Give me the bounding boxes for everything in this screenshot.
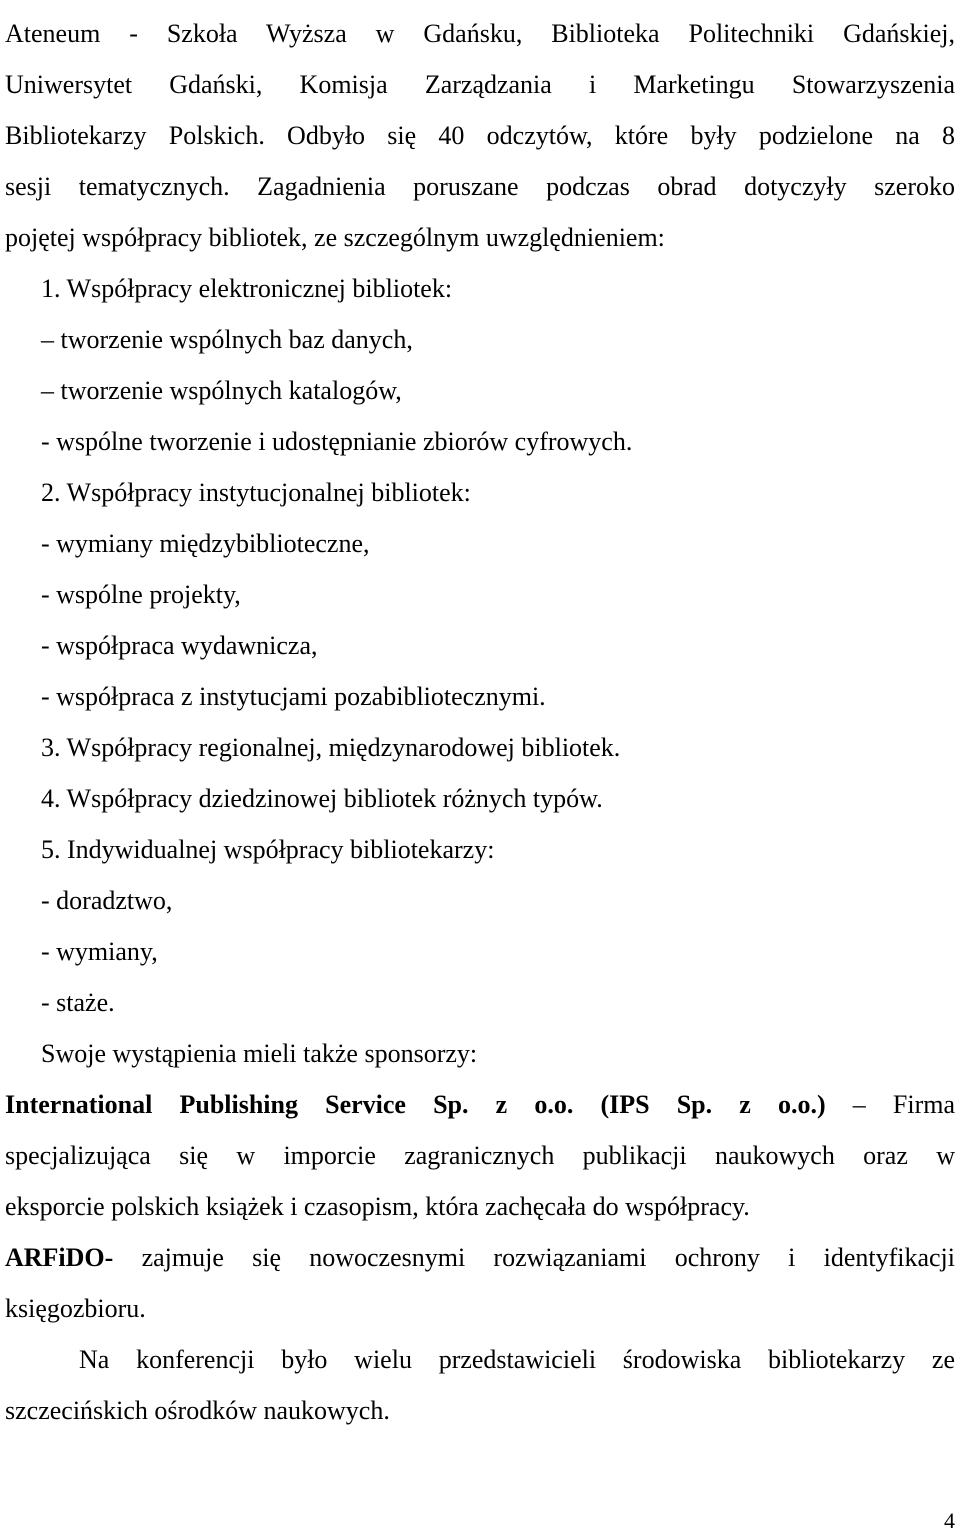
paragraph-line: szczecińskich ośrodków naukowych.: [5, 1396, 390, 1425]
sponsors-intro: Swoje wystąpienia mieli także sponsorzy:: [41, 1039, 478, 1068]
list-item-heading: 2. Współpracy instytucjonalnej bibliotek:: [41, 478, 471, 507]
list-subitem: - wspólne projekty,: [41, 580, 241, 609]
sponsor-arfido-name: ARFiDO-: [5, 1243, 114, 1272]
sponsor-arfido-desc: zajmuje się nowoczesnymi rozwiązaniami ochrony i identyfikacji: [141, 1243, 956, 1272]
paragraph-line: sesji tematycznych. Zagadnienia poruszane podczas obrad dotyczyły szeroko: [5, 172, 955, 201]
list-item-heading: 5. Indywidualnej współpracy bibliotekarzy:: [41, 835, 495, 864]
paragraph-line: eksporcie polskich książek i czasopism, która zachęcała do współpracy.: [5, 1192, 750, 1221]
document-page: [5, 8, 955, 1436]
page-number: 4: [944, 1508, 955, 1533]
sponsor-ips-desc: – Firma: [852, 1090, 955, 1119]
intro-paragraph: [5, 8, 955, 263]
list-subitem: - doradztwo,: [41, 886, 173, 915]
list-subitem: - wymiany,: [41, 937, 158, 966]
list-subitem: – tworzenie wspólnych baz danych,: [41, 325, 413, 354]
list-subitem: - staże.: [41, 988, 115, 1017]
list-subitem: – tworzenie wspólnych katalogów,: [41, 376, 402, 405]
closing-paragraph: [5, 1334, 955, 1436]
sponsor-arfido-line: [5, 1232, 955, 1283]
list-subitem: - współpraca z instytucjami pozabibliotecznymi.: [41, 682, 546, 711]
paragraph-line: pojętej współpracy bibliotek, ze szczególnym uwzględnieniem:: [5, 223, 665, 252]
paragraph-line: specjalizująca się w imporcie zagranicznych publikacji naukowych oraz w: [5, 1141, 955, 1170]
paragraph-line: księgozbioru.: [5, 1294, 146, 1323]
list-subitem: - wspólne tworzenie i udostępnianie zbiorów cyfrowych.: [41, 427, 633, 456]
list-item-heading: 1. Współpracy elektronicznej bibliotek:: [41, 274, 453, 303]
list-item-heading: 4. Współpracy dziedzinowej bibliotek różnych typów.: [41, 784, 603, 813]
list-item-heading: 3. Współpracy regionalnej, międzynarodowej bibliotek.: [41, 733, 621, 762]
list-subitem: - wymiany międzybiblioteczne,: [41, 529, 370, 558]
sponsors-section: [5, 1028, 955, 1334]
sponsor-ips-line: [5, 1079, 955, 1130]
list-subitem: - współpraca wydawnicza,: [41, 631, 318, 660]
sponsor-ips-name: International Publishing Service Sp. z o.o. (IPS Sp. z o.o.): [5, 1090, 826, 1119]
paragraph-line: Ateneum - Szkoła Wyższa w Gdańsku, Biblioteka Politechniki Gdańskiej,: [5, 19, 955, 48]
paragraph-line: Na konferencji było wielu przedstawicieli środowiska bibliotekarzy ze: [79, 1345, 955, 1374]
paragraph-line: Uniwersytet Gdański, Komisja Zarządzania i Marketingu Stowarzyszenia: [5, 70, 955, 99]
paragraph-line: Bibliotekarzy Polskich. Odbyło się 40 odczytów, które były podzielone na 8: [5, 121, 955, 150]
topics-list: [5, 263, 955, 1028]
